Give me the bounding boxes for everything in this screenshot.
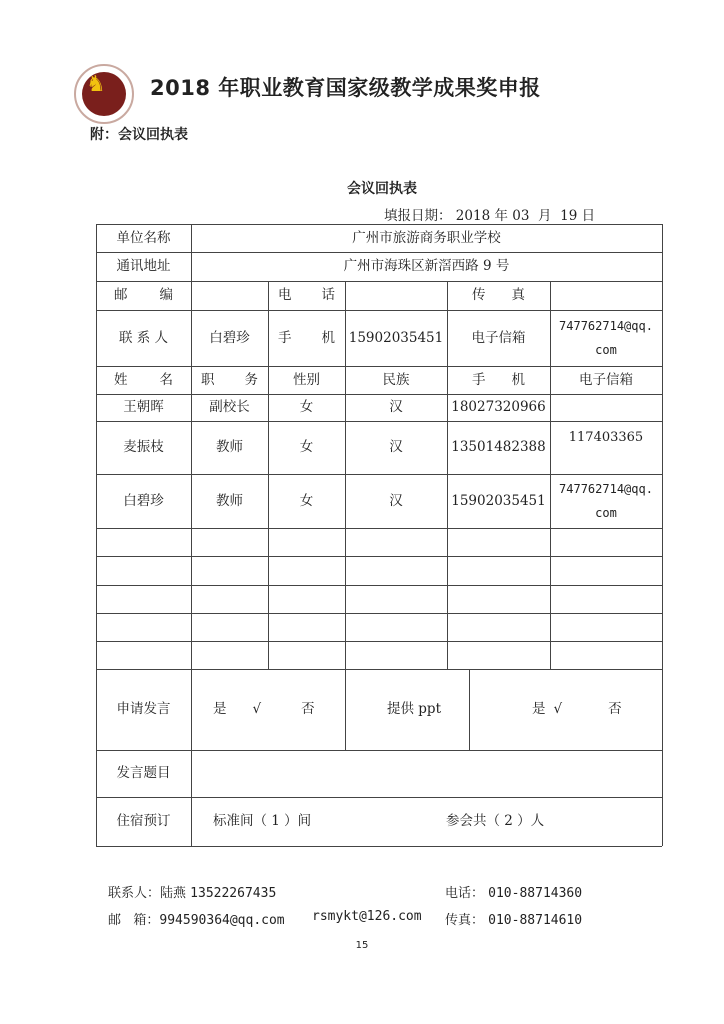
speech-yes-option[interactable]: 是 [213,701,227,718]
footer-contact-phone: 13522267435 [190,886,277,901]
topic-value[interactable] [191,750,662,797]
header-char: 职 [201,371,215,388]
footer-mail-1[interactable]: 994590364@qq.com [159,913,285,928]
attendee-gender: 女 [299,399,314,416]
table-rule [96,641,662,642]
attendee-position: 副校长 [209,399,250,416]
attendee-name: 王朝晖 [123,399,164,416]
email-value [550,310,662,366]
table-rule [96,556,662,557]
table-rule [96,528,662,529]
attendee-mobile: 18027320966 [451,399,546,416]
footer-mail-label: 邮 箱： [108,913,160,928]
table-rule [96,585,662,586]
speech-label: 申请发言 [116,701,171,718]
form-title: 会议回执表 [347,181,417,197]
postcode-label-char: 邮 [114,287,128,304]
footer-fax-value: 010-88714610 [488,913,583,928]
speech-no-option[interactable]: 否 [301,701,315,718]
horse-icon: ♞ [86,72,106,97]
fill-date-day: 19 [560,208,578,224]
fax-value[interactable] [550,281,662,310]
email-line: 747762714@qq. [559,482,653,496]
header-ethnicity: 民族 [382,371,410,388]
attendee-gender: 女 [299,492,314,509]
attendee-name: 麦振枝 [123,439,164,456]
address-value: 广州市海珠区新滘西路 9 号 [343,258,510,275]
header-name [96,366,191,394]
ppt-choice[interactable] [469,669,662,750]
ppt-yes-option[interactable]: 是 [532,701,546,718]
mobile-label-char: 手 [278,329,292,346]
header-char: 手 [472,371,486,388]
attendee-mobile: 13501482388 [451,439,546,456]
ppt-no-option[interactable]: 否 [608,701,622,718]
footer-contact-label: 联系人： [108,886,161,901]
postcode-label [96,281,191,310]
footer-contact-name: 陆燕 [160,886,187,901]
contact-label: 联 系 人 [118,329,169,346]
fax-label-char: 真 [511,287,525,304]
phone-label [268,281,345,310]
year-unit: 年 [494,208,508,224]
header-char: 务 [244,371,258,388]
unit-name-value: 广州市旅游商务职业学校 [352,229,501,246]
header-position [191,366,268,394]
table-border [96,846,662,847]
attendee-position: 教师 [216,439,243,456]
footer-tel-label: 电话： [445,886,485,901]
attendee-email [550,421,662,474]
day-unit: 日 [581,208,596,224]
footer-fax-label: 传真： [445,913,485,928]
attendee-count-text: 参会共（ 2 ）人 [446,813,545,830]
speech-check-mark: √ [252,701,262,718]
fill-date-label: 填报日期： [384,208,452,224]
table-rule [96,613,662,614]
fill-date [384,204,595,224]
month-unit: 月 [538,208,552,224]
footer-contact [108,882,276,901]
address-label: 通讯地址 [116,258,171,275]
fill-date-month: 03 [512,208,530,224]
table-border [662,224,663,846]
mobile-value: 15902035451 [348,329,444,346]
postcode-value[interactable] [191,281,268,310]
header-email: 电子信箱 [579,371,633,388]
email-line: 117403365 [568,430,644,445]
footer-mail-2[interactable]: rsmykt@126.com [312,909,422,924]
header-mobile [447,366,550,394]
rooms-text: 标准间（ 1 ）间 [213,813,312,830]
mobile-label [268,310,345,366]
ppt-check-mark: √ [553,701,563,718]
phone-label-char: 电 [278,287,292,304]
mobile-label-char: 机 [321,329,335,346]
email-line: com [595,343,617,357]
fax-label-char: 传 [472,287,486,304]
header-gender: 性别 [293,371,320,388]
fill-date-year: 2018 [455,208,491,224]
header-char: 机 [511,371,525,388]
school-logo [74,64,134,124]
contact-value: 白碧珍 [209,329,250,346]
ppt-label: 提供 ppt [387,701,441,718]
footer-tel-value: 010-88714360 [488,886,583,901]
attendee-mobile: 15902035451 [451,492,546,509]
document-header-title: 2018 年职业教育国家级教学成果奖申报 [150,76,541,100]
header-char: 姓 [114,371,128,388]
attendee-name: 白碧珍 [123,492,164,509]
phone-label-char: 话 [321,287,335,304]
phone-value[interactable] [345,281,447,310]
attendee-email [550,394,662,421]
speech-choice[interactable] [191,669,345,750]
postcode-label-char: 编 [159,287,173,304]
footer-fax [445,909,582,928]
email-line: com [595,506,617,520]
email-label: 电子信箱 [471,329,526,346]
attendee-ethnicity: 汉 [389,399,403,416]
footer-tel [445,882,582,901]
page-number: 15 [355,940,369,951]
lodging-label: 住宿预订 [116,813,171,830]
footer-mail [108,909,285,928]
attendee-gender: 女 [299,439,314,456]
topic-label: 发言题目 [116,765,171,782]
attendee-ethnicity: 汉 [389,492,403,509]
email-line: 747762714@qq. [559,319,653,333]
annex-label: 附：会议回执表 [90,127,188,143]
unit-name-label: 单位名称 [116,229,171,246]
attendee-email [550,474,662,528]
header-char: 名 [159,371,173,388]
attendee-ethnicity: 汉 [389,439,403,456]
fax-label [447,281,550,310]
attendee-position: 教师 [216,492,243,509]
